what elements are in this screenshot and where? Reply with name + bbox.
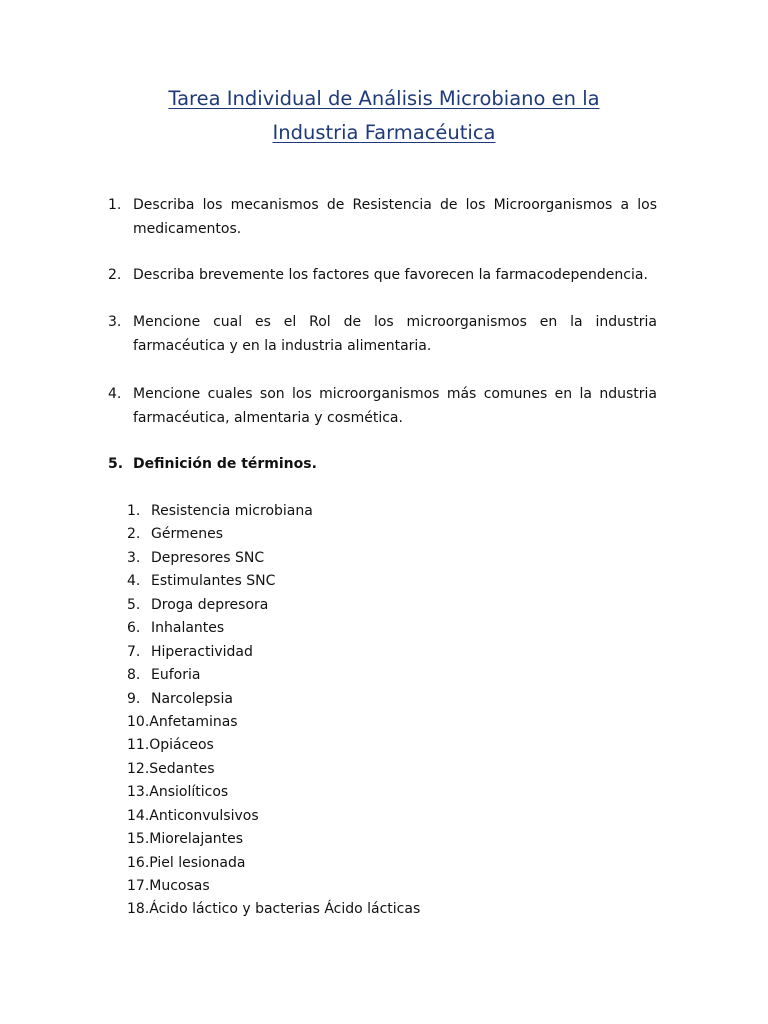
title-line-1: Tarea Individual de Análisis Microbiano en la bbox=[168, 87, 600, 110]
term-number: 5. bbox=[127, 596, 141, 613]
term-item bbox=[127, 500, 627, 523]
term-number: 7. bbox=[127, 643, 141, 660]
term-text: Resistencia microbiana bbox=[151, 503, 313, 519]
title-line-2: Industria Farmacéutica bbox=[272, 121, 496, 144]
question-text: Definición de términos. bbox=[133, 456, 317, 472]
question-text: Describa los mecanismos de Resistencia de los Microorganismos a los medicamentos. bbox=[133, 197, 657, 237]
term-number: 16. bbox=[127, 854, 150, 871]
term-text: Piel lesionada bbox=[149, 854, 246, 871]
term-number: 2. bbox=[127, 526, 141, 543]
term-number: 4. bbox=[127, 573, 141, 590]
term-text: Anticonvulsivos bbox=[149, 807, 259, 824]
term-text: Droga depresora bbox=[151, 596, 269, 613]
question-number: 3. bbox=[108, 314, 122, 330]
term-number: 6. bbox=[127, 620, 141, 637]
question-text: Mencione cuales son los microorganismos más comunes en la ndustria farmacéutica, almentaria y cosmética. bbox=[133, 386, 657, 426]
term-item bbox=[127, 781, 627, 804]
question-number: 5. bbox=[108, 456, 124, 472]
term-item bbox=[127, 688, 627, 711]
question-1 bbox=[108, 194, 657, 241]
term-text: Depresores SNC bbox=[151, 549, 265, 566]
term-item bbox=[127, 758, 627, 781]
term-item bbox=[127, 547, 627, 570]
term-item bbox=[127, 805, 627, 828]
term-text: Inhalantes bbox=[151, 620, 225, 637]
term-item bbox=[127, 898, 627, 921]
question-number: 1. bbox=[108, 197, 122, 213]
term-number: 10. bbox=[127, 713, 150, 730]
term-number: 9. bbox=[127, 690, 141, 707]
term-text: Euforia bbox=[151, 667, 201, 684]
term-item bbox=[127, 711, 627, 734]
term-number: 18. bbox=[127, 901, 150, 918]
term-text: Mucosas bbox=[149, 878, 210, 894]
term-item bbox=[127, 852, 627, 875]
term-text: Sedantes bbox=[149, 760, 215, 777]
term-text: Ácido láctico y bacterias Ácido lácticas bbox=[149, 901, 421, 918]
terms-list bbox=[127, 500, 627, 922]
term-number: 14. bbox=[127, 807, 150, 824]
question-number: 2. bbox=[108, 267, 122, 283]
term-number: 3. bbox=[127, 549, 141, 566]
term-number: 8. bbox=[127, 667, 141, 684]
term-number: 17. bbox=[127, 878, 150, 894]
term-item bbox=[127, 664, 627, 687]
term-text: Estimulantes SNC bbox=[151, 573, 276, 590]
term-item bbox=[127, 570, 627, 593]
document-title bbox=[0, 82, 768, 150]
term-item bbox=[127, 641, 627, 664]
term-text: Anfetaminas bbox=[149, 713, 238, 730]
question-2 bbox=[108, 264, 657, 288]
question-number: 4. bbox=[108, 386, 122, 402]
term-text: Gérmenes bbox=[151, 526, 224, 543]
term-item bbox=[127, 734, 627, 757]
term-text: Miorelajantes bbox=[149, 831, 244, 848]
question-3 bbox=[108, 311, 657, 358]
term-item bbox=[127, 617, 627, 640]
question-text: Mencione cual es el Rol de los microorganismos en la industria farmacéutica y en la industria alimentaria. bbox=[133, 314, 657, 354]
term-number: 12. bbox=[127, 760, 150, 777]
question-4 bbox=[108, 383, 657, 430]
term-text: Hiperactividad bbox=[151, 643, 253, 660]
term-text: Ansiolíticos bbox=[149, 784, 229, 801]
question-text: Describa brevemente los factores que favorecen la farmacodependencia. bbox=[133, 267, 648, 283]
term-item bbox=[127, 523, 627, 546]
question-5-heading bbox=[108, 453, 657, 477]
term-number: 13. bbox=[127, 784, 150, 801]
term-item bbox=[127, 594, 627, 617]
term-text: Narcolepsia bbox=[151, 690, 233, 707]
term-text: Opiáceos bbox=[149, 737, 214, 754]
term-number: 15. bbox=[127, 831, 150, 848]
term-number: 1. bbox=[127, 503, 141, 519]
term-item bbox=[127, 875, 627, 898]
term-item bbox=[127, 828, 627, 851]
term-number: 11. bbox=[127, 737, 150, 754]
